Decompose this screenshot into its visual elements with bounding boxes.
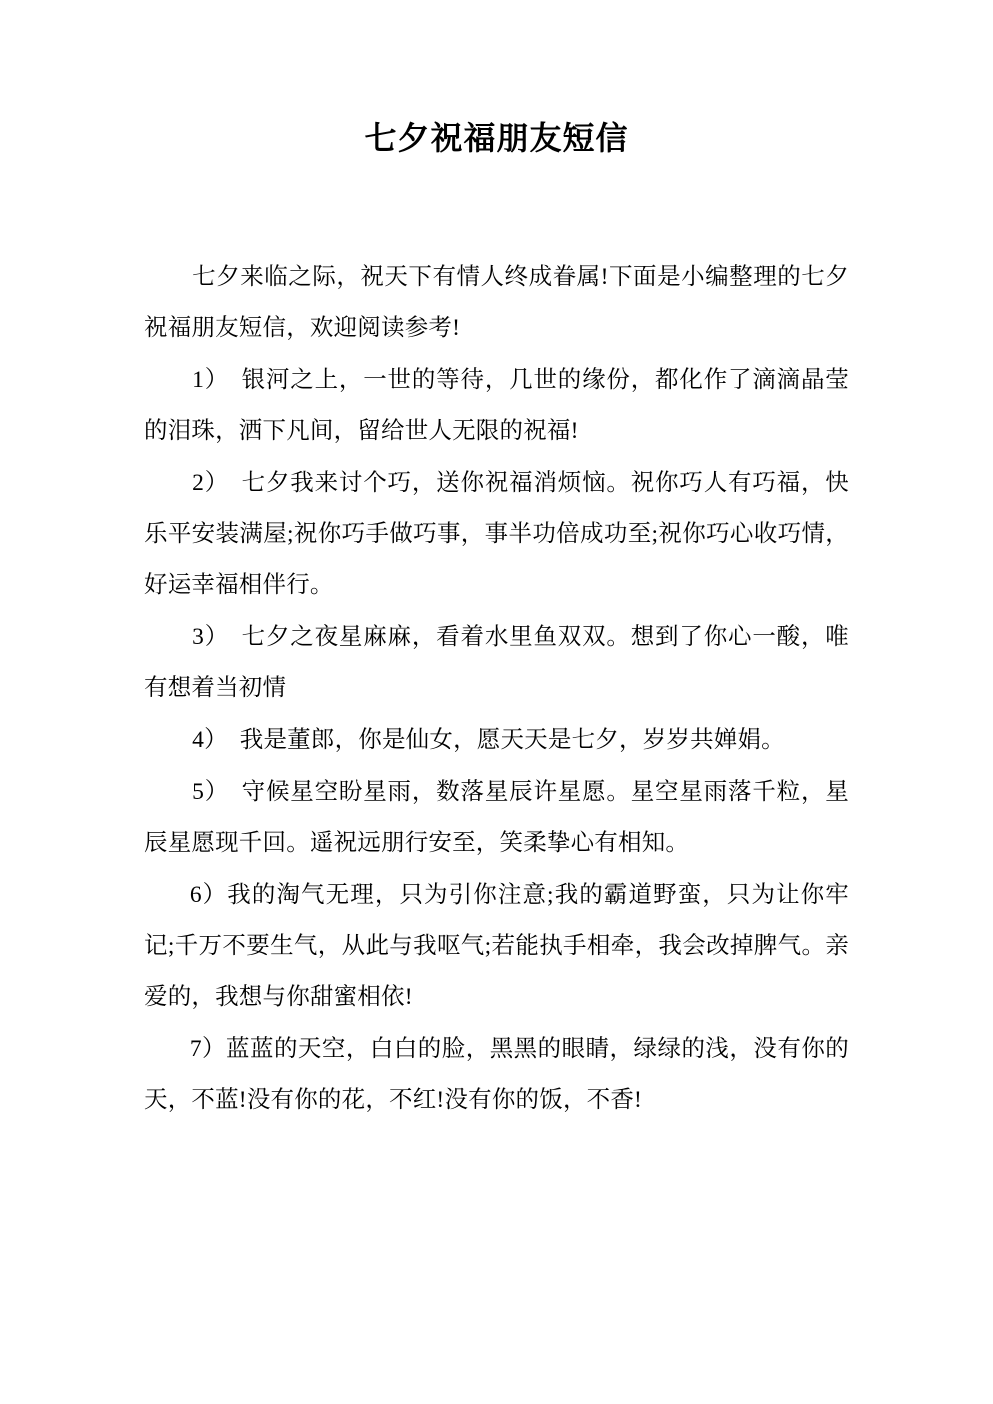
- paragraph: 1） 银河之上，一世的等待，几世的缘份，都化作了滴滴晶莹的泪珠，洒下凡间，留给世人无限的祝福!: [144, 366, 849, 444]
- paragraph: 7）蓝蓝的天空，白白的脸，黑黑的眼睛，绿绿的浅，没有你的天，不蓝!没有你的花，不红!没有你的饭，不香!: [144, 1035, 849, 1113]
- paragraph: 5） 守候星空盼星雨，数落星辰许星愿。星空星雨落千粒，星辰星愿现千回。遥祝远朋行安至，笑柔挚心有相知。: [144, 778, 849, 856]
- paragraph: 3） 七夕之夜星麻麻，看着水里鱼双双。想到了你心一酸，唯有想着当初情: [144, 623, 849, 701]
- paragraph: 七夕来临之际，祝天下有情人终成眷属!下面是小编整理的七夕祝福朋友短信，欢迎阅读参考!: [144, 263, 849, 341]
- paragraph: 4） 我是董郎，你是仙女，愿天天是七夕，岁岁共婵娟。: [192, 726, 785, 753]
- document-body: [144, 160, 849, 1126]
- paragraph: 2） 七夕我来讨个巧，送你祝福消烦恼。祝你巧人有巧福，快乐平安装满屋;祝你巧手做巧事，事半功倍成功至;祝你巧心收巧情，好运幸福相伴行。: [144, 469, 849, 598]
- paragraph: 6）我的淘气无理，只为引你注意;我的霸道野蛮，只为让你牢记;千万不要生气，从此与我呕气;若能执手相牵，我会改掉脾气。亲爱的，我想与你甜蜜相依!: [144, 881, 849, 1010]
- page-title: 七夕祝福朋友短信: [364, 120, 629, 156]
